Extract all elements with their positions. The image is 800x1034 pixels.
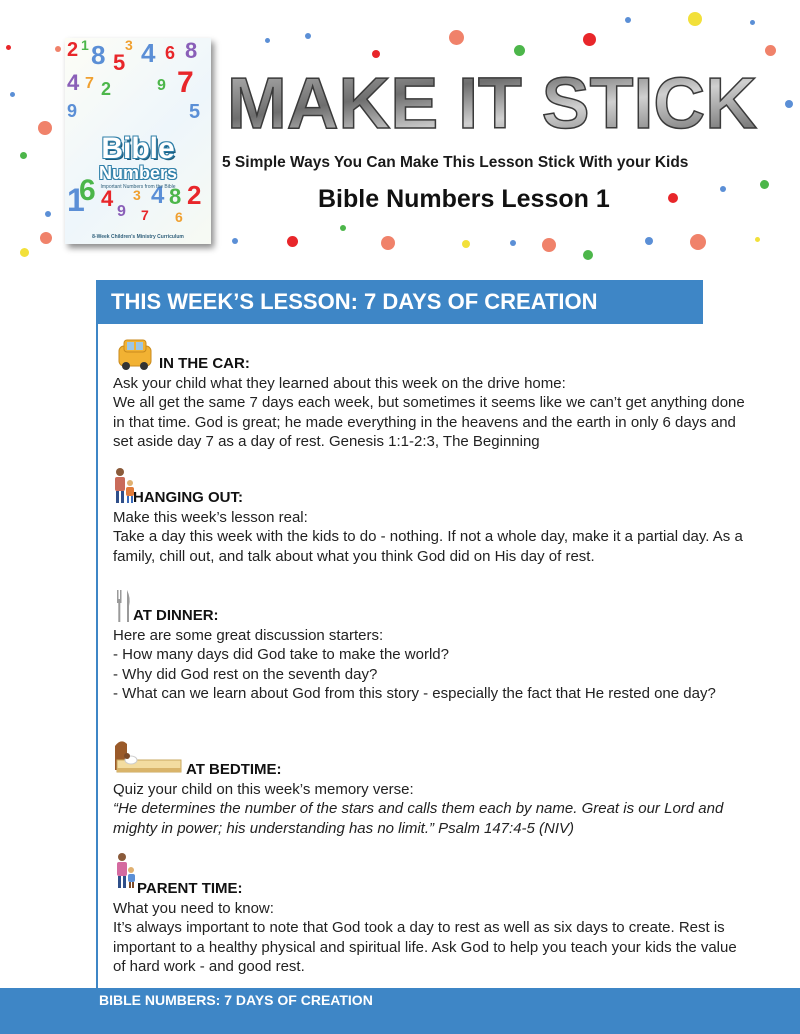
section-intro-car: Ask your child what they learned about this week on the drive home:: [113, 374, 566, 392]
section-intro-hanging: Make this week’s lesson real:: [113, 508, 308, 526]
make-it-stick-banner: [225, 62, 760, 142]
section-intro-bedtime: Quiz your child on this week’s memory verse:: [113, 780, 414, 798]
section-hanging-out: [113, 488, 753, 566]
memory-verse: “He determines the number of the stars and calls them each by name. Great is our Lord and mighty in power; his understanding has no limit.” Psalm 147:4-5 (NIV): [113, 800, 724, 837]
section-intro-dinner: Here are some great discussion starters:: [113, 626, 384, 644]
section-heading-car: IN THE CAR:: [159, 355, 250, 372]
section-intro-parent: What you need to know:: [113, 899, 274, 917]
banner-text: MAKE IT STICK: [227, 64, 758, 142]
page-footer: BIBLE NUMBERS: 7 DAYS OF CREATION: [0, 988, 800, 1034]
section-in-the-car: [113, 354, 753, 452]
section-at-bedtime: [113, 760, 753, 838]
section-at-dinner: [113, 606, 753, 704]
page-subtitle: 5 Simple Ways You Can Make This Lesson Stick With your Kids: [222, 154, 689, 171]
section-body-hanging: Take a day this week with the kids to do - nothing. If not a whole day, make it a partial day. As a family, chill out, and talk about what you think God did on His day of rest.: [113, 528, 743, 565]
content-border: [96, 302, 98, 988]
cover-tagline: Important Numbers from the Bible: [100, 183, 176, 190]
cover-title-line2: Numbers: [98, 163, 178, 183]
dinner-question: - Why did God rest on the seventh day?: [113, 665, 378, 683]
book-cover-image: 2 1 8 5 3 4 6 8 4 7 2 9 7 9 5 1 6 4 9 3 4 8 2 7 6 Bible Numbers Important Numbers from the Bible 8-Week Children's Ministry Curriculum: [65, 38, 211, 244]
cover-title: [79, 134, 197, 190]
section-heading-hanging: HANGING OUT:: [133, 489, 243, 506]
dinner-question: - How many days did God take to make the world?: [113, 646, 449, 663]
section-body-parent: It’s always important to note that God took a day to rest as well as six days to create. Rest is important to a healthy physical and spiritual life. Ask God to help you teach your kids the value of hard work - and good rest.: [113, 919, 737, 975]
lesson-title: Bible Numbers Lesson 1: [318, 185, 610, 213]
lesson-header: THIS WEEK’S LESSON: 7 DAYS OF CREATION: [96, 280, 703, 324]
cover-title-line1: Bible: [101, 132, 175, 165]
section-body-car: We all get the same 7 days each week, but sometimes it seems like we can’t get anything done in that time. God is great; he made everything in the heavens and the earth in only 6 days and set aside day 7 as a day of rest. Genesis 1:1-2:3, The Beginning: [113, 394, 745, 450]
section-heading-dinner: AT DINNER:: [133, 607, 219, 624]
section-parent-time: [113, 879, 753, 977]
dinner-question: - What can we learn about God from this story - especially the fact that He rested one day?: [113, 685, 716, 702]
cover-footer: 8-Week Children's Ministry Curriculum: [92, 234, 184, 240]
section-heading-bedtime: AT BEDTIME:: [186, 761, 282, 778]
section-heading-parent: PARENT TIME:: [137, 880, 243, 897]
